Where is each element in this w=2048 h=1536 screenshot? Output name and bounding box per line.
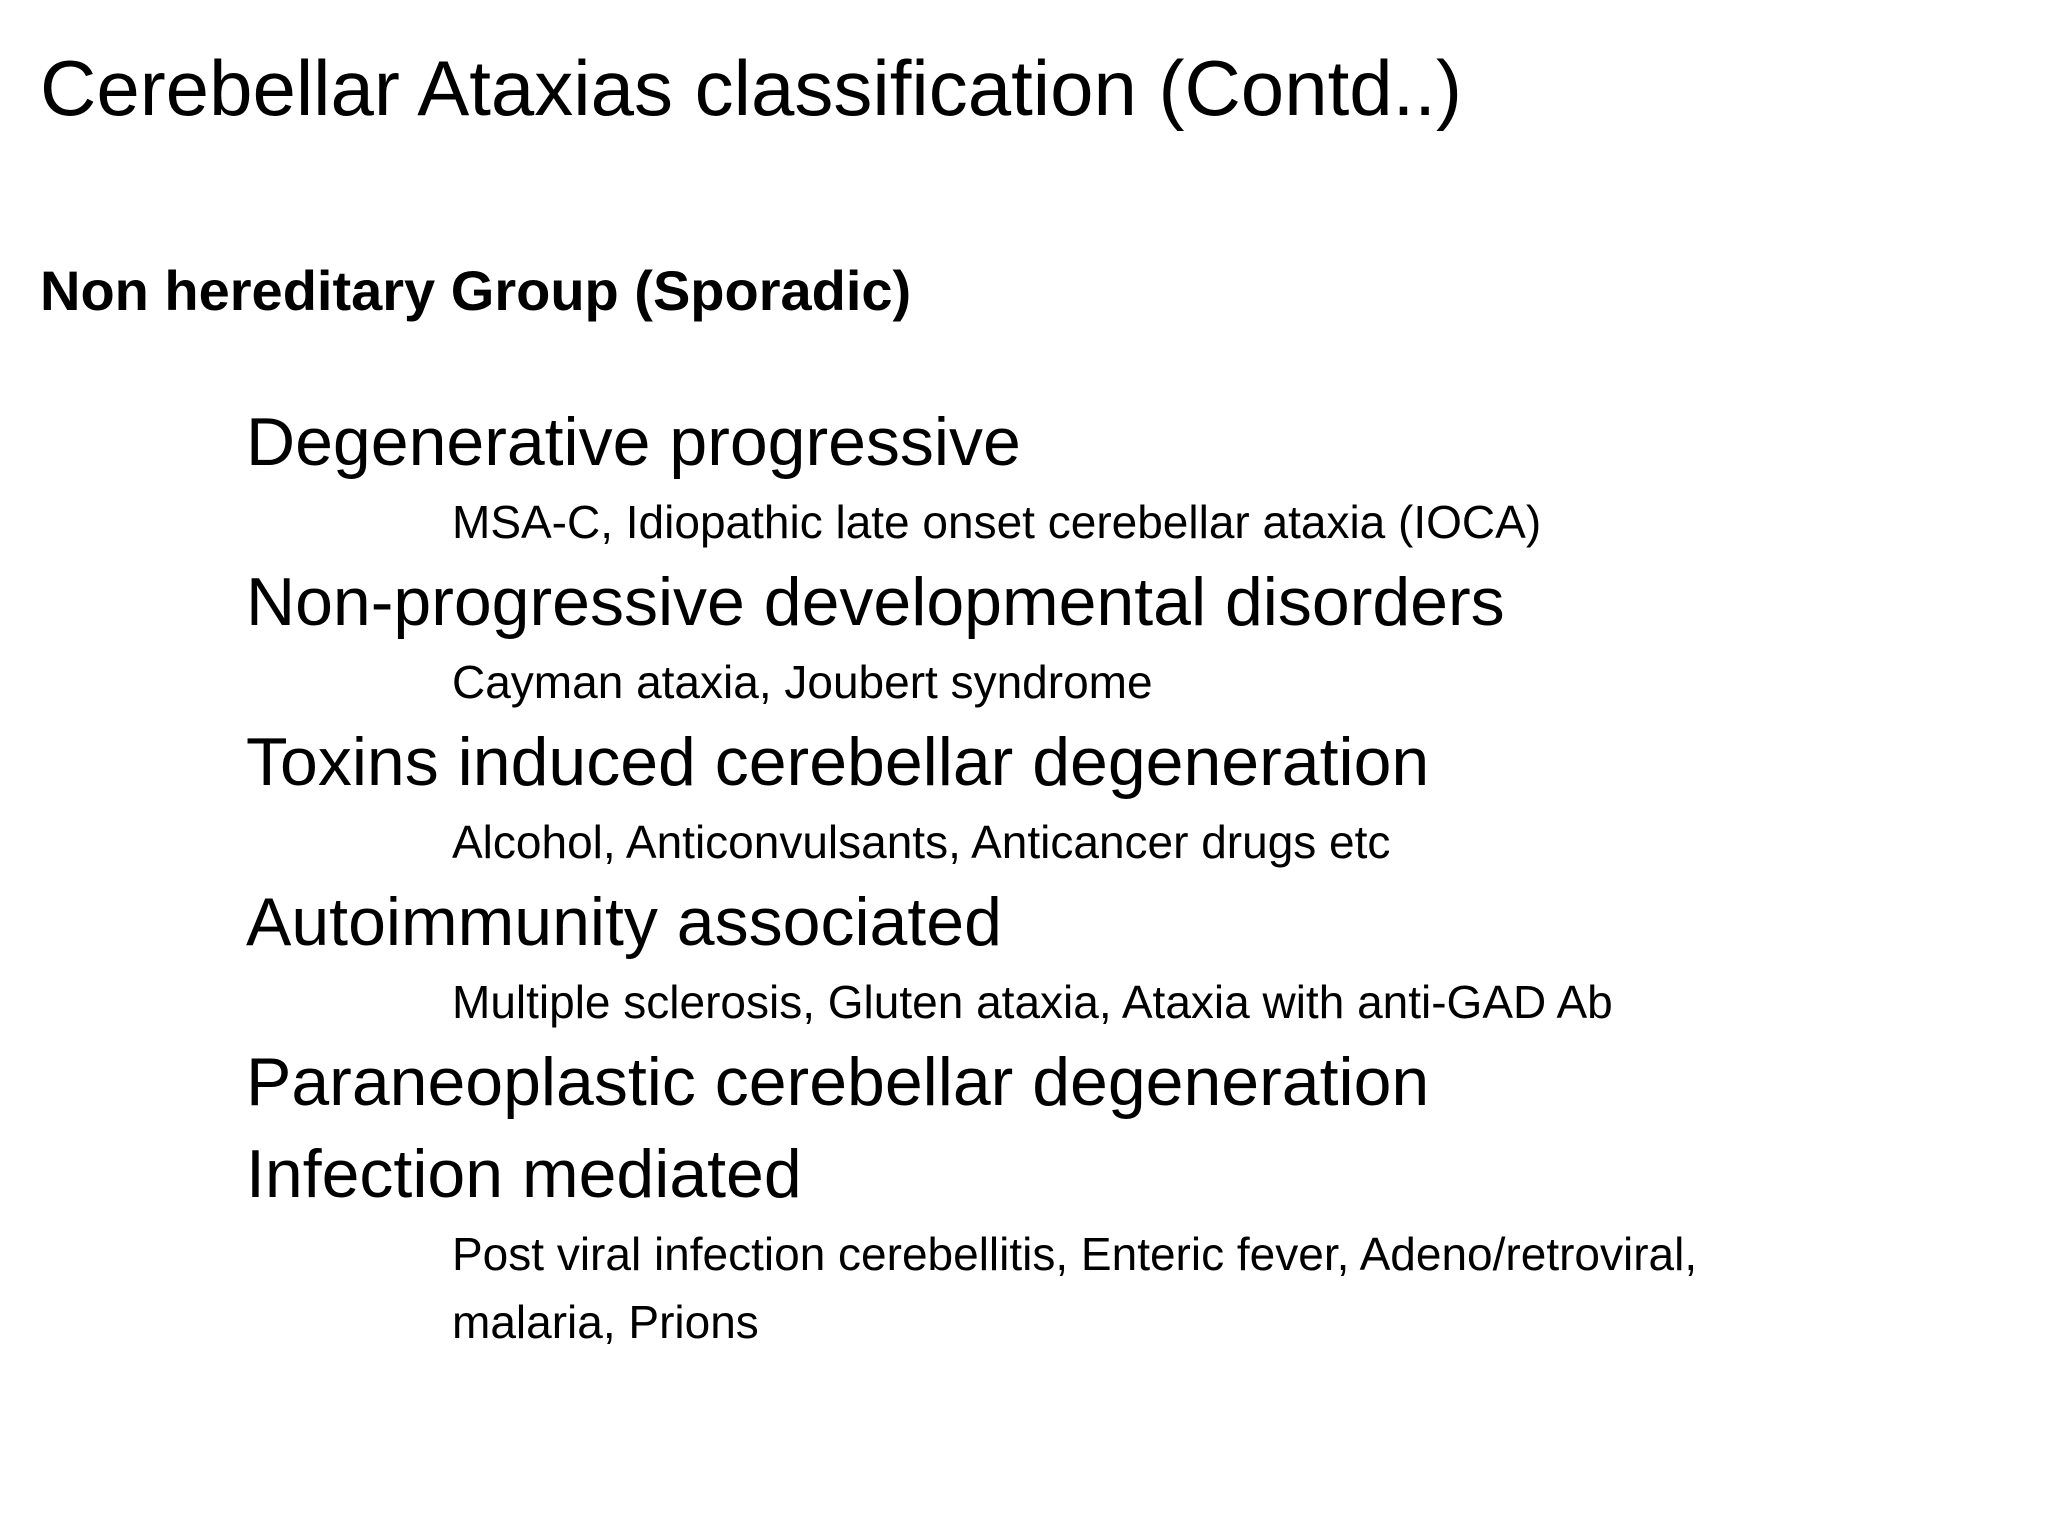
category-details: Post viral infection cerebellitis, Enteric fever, Adeno/retroviral, malaria, Prions (452, 1228, 1698, 1348)
list-item-degenerative-progressive (246, 396, 2006, 556)
category-heading: Infection mediated (246, 1136, 802, 1212)
category-details: Cayman ataxia, Joubert syndrome (452, 656, 1153, 708)
classification-list (246, 396, 2006, 1356)
slide-title: Cerebellar Ataxias classification (Contd..) (40, 44, 1462, 132)
category-details: MSA-C, Idiopathic late onset cerebellar ataxia (IOCA) (452, 496, 1542, 548)
category-details: Multiple sclerosis, Gluten ataxia, Ataxia with anti-GAD Ab (452, 976, 1613, 1028)
list-item-toxins-induced (246, 716, 2006, 876)
category-heading: Non-progressive developmental disorders (246, 564, 1505, 640)
category-heading: Degenerative progressive (246, 404, 1021, 480)
category-heading: Autoimmunity associated (246, 884, 1002, 960)
category-heading: Paraneoplastic cerebellar degeneration (246, 1044, 1430, 1120)
category-heading: Toxins induced cerebellar degeneration (246, 724, 1430, 800)
list-item-infection-mediated (246, 1128, 2006, 1356)
list-item-autoimmunity-associated (246, 876, 2006, 1036)
list-item-paraneoplastic (246, 1036, 2006, 1128)
slide-subtitle: Non hereditary Group (Sporadic) (40, 259, 912, 322)
category-details: Alcohol, Anticonvulsants, Anticancer drugs etc (452, 816, 1391, 868)
list-item-non-progressive-developmental (246, 556, 2006, 716)
